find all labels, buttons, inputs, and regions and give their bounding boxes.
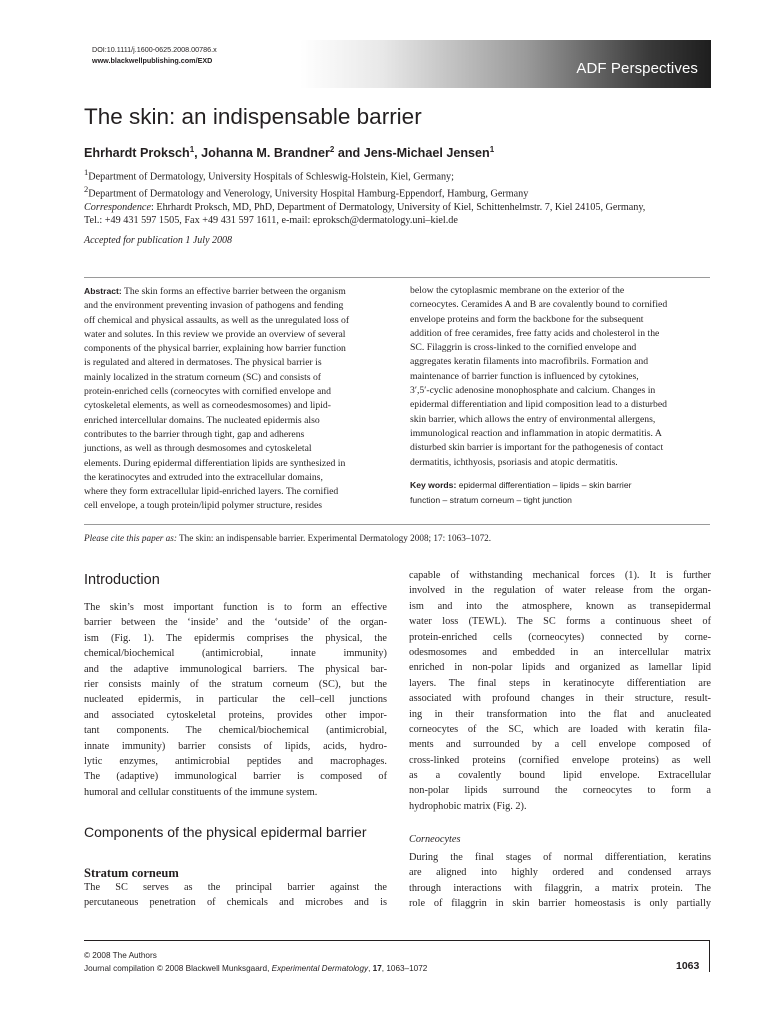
text-line: layers. The final steps in keratinocyte differentiation are (409, 677, 711, 689)
keywords-label: Key words: (410, 480, 457, 490)
text-line: and the environment preventing invasion of pathogens and fending (84, 300, 344, 312)
citation-note (84, 533, 491, 543)
journal-name: Experimental Dermatology (271, 964, 369, 973)
text-line: corneocytes. Ceramides A and B are covalently bound to cornified (410, 299, 668, 311)
acceptance-date: Accepted for publication 1 July 2008 (84, 235, 233, 246)
abstract-column-1 (84, 284, 384, 514)
corneocytes-subheading: Corneocytes (409, 834, 461, 845)
separator: , (368, 964, 373, 973)
text-line: addition of free ceramides, free fatty acids and cholesterol in the (410, 327, 660, 339)
text-line: lytic enzymes, antimicrobial peptides and macrophages. (84, 755, 387, 767)
stratum-corneum-body (84, 880, 387, 911)
doi-text: DOI:10.1111/j.1600-0625.2008.00786.x (92, 45, 217, 54)
text-line: 3′,5′-cyclic adenosine monophosphate and calcium. Changes in (410, 385, 656, 397)
text-line: disturbed skin barrier is important for the pathogenesis of contact (410, 442, 664, 454)
text-line: through interactions with filaggrin, a matrix protein. The (409, 882, 711, 894)
introduction-heading: Introduction (84, 572, 160, 588)
affiliation-marker: 2 (84, 184, 89, 195)
text-line: cytoskeletal elements, as well as corneodesmosomes) and lipid- (84, 400, 331, 412)
text-line: are aligned into highly ordered and condensed arrays (409, 867, 711, 879)
text-line: water loss (TEWL). The SC forms a continuous sheet of (409, 616, 711, 628)
compilation-text: Journal compilation © 2008 Blackwell Munksgaard, (84, 964, 272, 973)
keywords-text: function – stratum corneum – tight junction (410, 495, 572, 506)
footer-vertical-bar (709, 940, 710, 972)
text-line: enriched in non-polar lipids and organized as lamellar lipid (409, 662, 711, 674)
abstract-column-2 (410, 284, 710, 470)
article-metadata (92, 44, 217, 66)
text-line: protein-enriched cells (corneocytes) connected by corne- (409, 631, 711, 643)
author-separator: and (334, 146, 364, 161)
page-number: 1063 (676, 960, 700, 972)
affiliation-text: Department of Dermatology and Venerology, University Hospital Hamburg-Eppendorf, Hamburg, Germany (88, 188, 529, 200)
text-line: junctions, as well as through desmosomes and cytoskeletal (84, 443, 312, 455)
text-line: enriched intercellular domains. The nucleated epidermis also (84, 414, 320, 426)
stratum-corneum-subheading: Stratum corneum (84, 866, 179, 880)
author-name: Jens-Michael Jensen (363, 146, 490, 161)
text-line: skin barrier, which allows the entry of environmental allergens, (410, 413, 656, 425)
text-line: cross-linked proteins (cornified envelope proteins) as well (409, 754, 711, 766)
section-label: ADF Perspectives (576, 60, 698, 77)
affiliation-marker: 2 (329, 145, 335, 154)
text-line: epidermal differentiation and lipid composition lead to a disturbed (410, 399, 668, 411)
text-line: barrier between the ‘inside’ and the ‘outside’ of the organ- (84, 617, 387, 629)
text-line: During the final stages of normal differentiation, keratins (409, 852, 711, 863)
text-line: ism and into the atmosphere, known as transepidermal (409, 600, 711, 612)
citation-text: The skin: an indispensable barrier. Experimental Dermatology 2008; 17: 1063–1072. (176, 533, 492, 543)
text-line: where they form extracellular lipid-enriched layers. The cornified (84, 486, 339, 498)
author-separator: , (194, 146, 202, 161)
text-line: odesmosomes and embedded in an intercellular matrix (409, 646, 711, 658)
affiliation-marker: 1 (84, 167, 89, 177)
introduction-body (84, 600, 387, 800)
text-line: ments and surrounded by a cell envelope composed of (409, 739, 711, 751)
text-line: role of filaggrin in skin barrier homeostasis is only partially (409, 898, 711, 910)
text-line: humoral and cellular constituents of the immune system. (84, 786, 318, 798)
text-line: rier consists mainly of the stratum corneum (SC), but the (84, 678, 387, 690)
text-line: involved in the regulation of water release from the organ- (409, 585, 711, 597)
text-line: aggregates keratin filaments into macrofibrils. Formation and (410, 356, 649, 368)
text-line: protein-enriched cells (corneocytes with cornified envelope and (84, 386, 331, 398)
text-line: corneocytes of the SC, which are loaded with keratin fila- (409, 723, 711, 735)
text-line: innate immunity) barrier consists of lipids, acids, hydro- (84, 740, 387, 752)
text-line: ism (Fig. 1). The epidermis comprises the physical, the (84, 632, 387, 644)
footer-rule (84, 940, 710, 941)
text-line: water and solutes. In this review we provide an overview of several (84, 328, 346, 340)
text-line: components of the physical barrier, explaining how barrier function (84, 343, 346, 355)
text-line: elements. During epidermal differentiation lipids are synthesized in (84, 457, 346, 469)
text-line: The SC serves as the principal barrier against the (84, 882, 387, 893)
volume-number: 17 (372, 964, 382, 973)
correspondence-line (84, 201, 684, 214)
text-line-content: The skin forms an effective barrier between the organism (121, 286, 346, 297)
text-line: maintenance of barrier function is influenced by cytokines, (410, 370, 639, 382)
journal-url: www.blackwellpublishing.com/EXD (92, 56, 213, 65)
text-line: and associated cytoskeletal proteins, provides other impor- (84, 709, 387, 721)
text-line: the keratinocytes and extruded into the extracellular domains, (84, 471, 323, 483)
copyright-text: © 2008 The Authors (84, 951, 157, 960)
text-line: hydrophobic matrix (Fig. 2). (409, 800, 527, 812)
text-line: cell envelope, a tough protein/lipid polymer structure, resides (84, 500, 323, 512)
text-line: associated with profound changes in their structure, result- (409, 693, 711, 705)
text-line (84, 284, 384, 299)
footer (84, 949, 427, 975)
right-column-body (409, 568, 711, 814)
components-heading: Components of the physical epidermal barrier (84, 824, 367, 840)
affiliation-line (84, 166, 684, 183)
correspondence-label: Correspondence (84, 201, 151, 213)
affiliations (84, 166, 684, 227)
text-line: The skin’s most important function is to form an effective (84, 602, 387, 613)
keywords-text: epidermal differentiation – lipids – skin barrier (456, 480, 632, 490)
corneocytes-body (409, 850, 711, 912)
text-line: tant components. The chemical/biochemical (antimicrobial, (84, 725, 387, 737)
abstract-bottom-rule (84, 524, 710, 525)
text-line: ing in their transformation into the flat and anucleated (409, 708, 711, 720)
contact-line: Tel.: +49 431 597 1505, Fax +49 431 597 1611, e-mail: eproksch@dermatology.uni–kiel.de (84, 214, 458, 226)
text-line: nucleated epidermis, in particular the cell–cell junctions (84, 694, 387, 706)
affiliation-marker: 1 (189, 145, 195, 154)
text-line: dermatitis, ichthyosis, psoriasis and atopic dermatitis. (410, 456, 618, 468)
text-line: and the adaptive immunological barriers. The physical bar- (84, 663, 387, 675)
affiliation-text: Department of Dermatology, University Hospitals of Schleswig-Holstein, Kiel, Germany; (88, 171, 454, 183)
text-line: chemical/biochemical (antimicrobial, innate immunity) (84, 648, 387, 660)
text-line: contributes to the barrier through tight, gap and adherens (84, 428, 305, 440)
text-line: as a covalently bound lipid envelope. Extracellular (409, 770, 711, 782)
abstract-top-rule (84, 277, 710, 278)
affiliation-marker: 1 (489, 145, 495, 154)
author-list (84, 145, 494, 160)
text-line: immunological reaction and inflammation in atopic dermatitis. A (410, 427, 662, 439)
text-line: envelope proteins and form the backbone for the subsequent (410, 313, 644, 325)
text-line: below the cytoplasmic membrane on the exterior of the (410, 285, 625, 296)
page-range: , 1063–1072 (381, 964, 428, 973)
text-line: capable of withstanding mechanical forces (1). It is further (409, 570, 711, 581)
journal-compilation (84, 962, 427, 975)
correspondence-text: : Ehrhardt Proksch, MD, PhD, Department of Dermatology, University of Kiel, Schittenhelmstr. 7, Kiel 24105, Germany, (150, 201, 646, 213)
keywords (410, 478, 710, 508)
text-line: SC. Filaggrin is cross-linked to the cornified envelope and (410, 342, 637, 354)
text-line: percutaneous penetration of chemicals and microbes and is (84, 897, 387, 909)
text-line: The (adaptive) immunological barrier is composed of (84, 771, 387, 783)
article-title: The skin: an indispensable barrier (84, 104, 422, 129)
author-name: Ehrhardt Proksch (84, 146, 190, 161)
text-line: off chemical and physical assaults, as well as the unregulated loss of (84, 314, 350, 326)
abstract-label: Abstract: (84, 286, 122, 296)
text-line: is regulated and altered in dermatoses. The physical barrier is (84, 357, 322, 369)
affiliation-line (84, 183, 684, 200)
citation-label: Please cite this paper as: (84, 533, 177, 543)
text-line: mainly localized in the stratum corneum (SC) and consists of (84, 371, 322, 383)
text-line: non-polar lipids surround the corneocytes to form a (409, 785, 711, 797)
author-name: Johanna M. Brandner (201, 146, 330, 161)
